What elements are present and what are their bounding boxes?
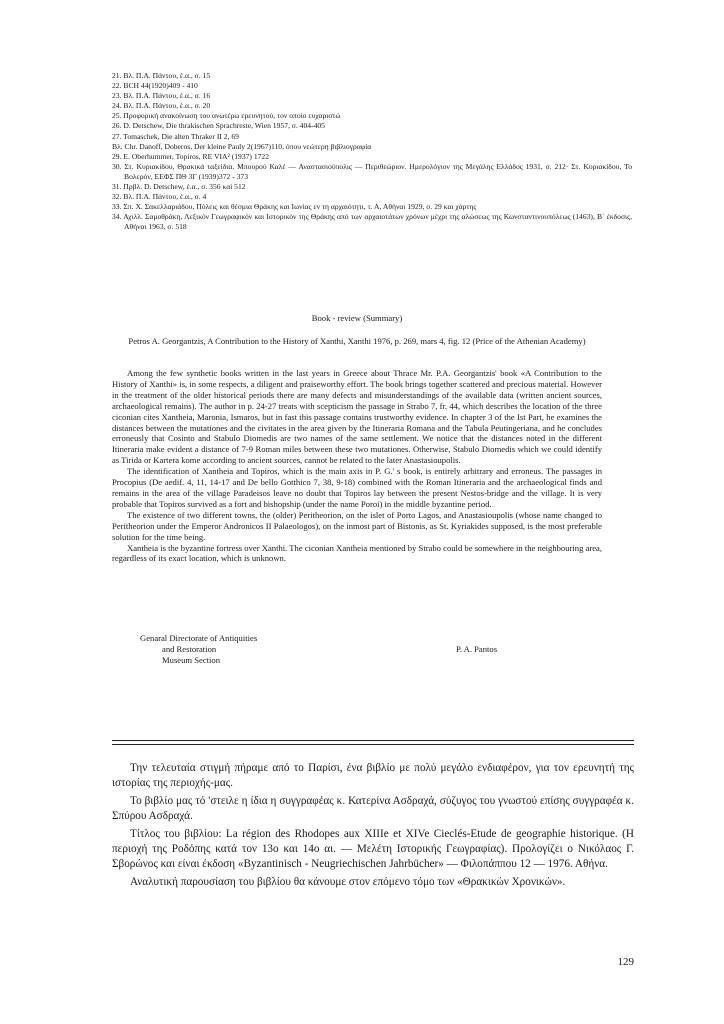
footnote: Βλ. Chr. Danoff, Doberos, Der kleine Pauly 2(1967)110, όπου νεώτερη βιβλιογραφία [112,141,372,151]
footnote: 25. Προφορική ανακοίνωση του ανωτέρω ερευνητού, τον οποίο ευχαριστώ [112,111,341,121]
review-paragraph: Xantheia is the byzantine fortress over Xanthi. The ciconian Xantheia mentioned by Strabo could be somewhere in the neighbouring area, regardless of its exact location, which is unknown. [112,542,602,564]
review-body [112,368,602,564]
footnote: 24. Βλ. Π.Α. Πάντου, ἑ.α., σ. 20 [112,101,211,111]
footnote: 27. Tomaschek, Die alten Thraker II 2, 69 [112,131,239,141]
affiliation-line: Museum Section [162,655,221,665]
announcement-paragraph: Αναλυτική παρουσίαση του βιβλίου θα κάνουμε στον επόμενο τόμο των «Θρακικών Χρονικών». [130,875,566,888]
affiliation-line: and Restoration [162,644,217,654]
footnote: 23. Βλ. Π.Α. Πάντου, ἑ.α., σ. 16 [112,91,211,101]
footnote: 31. Πρβλ. D. Detschew, ἑ.α., σ. 356 καὶ 512 [112,182,246,192]
announcement-paragraph: Την τελευταία στιγμή πήραμε από το Παρίσι, ένα βιβλίο με πολύ μεγάλο ενδιαφέρον, για τον ερευνητή της ιστορίας της περιοχής-μας. [112,762,634,790]
book-announcement [112,761,634,892]
review-paragraph: Among the few synthetic books written in the last years in Greece about Thrace Mr. P.A. Georgantzis' book «A Contribution to the History of Xanthi» is, in some respects, a diligent and praiseworthy effort. The book brings together scattered and precious material. However in the treatment of the older historical periods there are many defects and misunderstandings of the available data (written ancient sources, archaeological remains). The author in p. 24-27 treats with scepticism the passage in Strabo 7, fr. 44, which describes the location of the three ciconian cites Xantheia, Maronia, Ismaros, but in fast this passage contains trustworthy evidence. In chapter 3 of the Ist Part, he examines the distances between the mutationes and the civitates in the area given by the Itineraria Romana and the Tabula Peutingeriana, and he concludes erroneusly that Cosinto and Stabulo Diomedis are two names of the same settlement. We notice that the distances noted in the different Itineraria make evident a distance of 7-9 Roman miles between these two mutationes. Otherwise, Stabulo Diomedis which we could identify as Tirida or Kartera kome according to ancient sources, cannot be related to the later Anastasioupolis. [112,368,602,466]
footnote: 32. Βλ. Π.Α. Πάντου, ἑ.α., σ. 4 [112,192,207,202]
announcement-paragraph: Τίτλος του βιβλίου: La région des Rhodopes aux XIIIe et XIVe Cieclés-Etude de geographie historique. (Η περιοχή της Ροδόπης κατά τον 13ο και 14ο αι. — Μελέτη Ιστορικής Γεωγραφίας). Προλογίζει ο Νικόλαος Γ. Σβορώνος και είναι έκδοση «Byzantinisch - Neugriechischen Jahrbücher» — Φιλοπάππου 12 — 1976. Αθήνα. [112,827,634,871]
signature-author: P. A. Pantos [456,644,498,654]
footnote: 21. Βλ. Π.Α. Πάντου, ἑ.α., σ. 15 [112,71,211,80]
footnote: 30. Στ. Κυριακίδου, Θρακικά ταξείδια. Μπουρού Καλέ — Αναστασιούπολις — Περιθεώριον. Ημερολόγιον της Μεγάλης Ελλάδος 1931, σ. 212· Στ. Κυριακίδου, Το Βολερόν, ΕΕΦΣ ΠΘ 3Γ (1939)372 - 373 [112,161,632,181]
affiliation-line: Genaral Directorate of Antiquities [140,633,258,643]
page-number: 129 [617,956,634,968]
signature-affiliation [140,633,257,666]
footnotes [112,71,632,233]
review-paragraph: The existence of two different towns, the (older) Peritheorion, on the islet of Porto Lagos, and Anastasioupolis (whose name changed to Peritheorion under the Emperor Andronicos II Palaeologos), on the inmost part of Bistonis, as St. Kyriakides supposed, is the most preferable solution for the time being. [112,509,602,542]
footnote: 26. D. Detschew, Die thrakischen Sprachreste, Wien 1957, σ. 404-405 [112,121,325,131]
review-heading: Book - review (Summary) [311,313,403,323]
review-paragraph: The identification of Xantheia and Topiros, which is the main axis in P. G.' s book, is entirely arbitrary and erroneus. The passages in Procopius (De aedif. 4, 11, 14-17 and De bello Gotthico 7, 38, 9-18) combined with the Roman Itineraria and the archaeological finds and remains in the area of the village Paradeisos leave no doubt that Topiros lay between the present Nestos-bridge and the village. It is very probable that Topiros survived as a fort and bishopship (under the name Poroi) in the middle byzantine period. [112,466,602,509]
announcement-paragraph: Το βιβλίο μας τό 'στειλε η ίδια η συγγραφέας κ. Κατερίνα Ασδραχά, σύζυγος του γνωστού επίσης συγγραφέα κ. Σπύρου Ασδραχά. [112,794,634,823]
divider-rule [112,740,634,741]
divider-rule [112,744,634,745]
footnote: 29. E. Oberhummer, Topiros, RE VIA² (1937) 1722 [112,151,270,161]
footnote: 34. Αχιλλ. Σαμοθράκη, Λεξικόν Γεωγραφικόν και Ιστορικόν της Θράκης από των αρχαιοτάτων χρόνων μέχρι της αλώσεως της Κωνσταντινουπόλεως (1463), Β΄ έκδοσις, Αθήναι 1963, σ. 518 [112,212,632,232]
footnote: 33. Σπ. Χ. Σακελλαριάδου, Πόλεις και θέσμια Θράκης και Ιωνίας εν τη αρχαιότητι, τ. Α, Αθήναι 1929, σ. 29 και χάρτης [112,202,477,212]
footnote: 22. BCH 44(1920)409 - 410 [112,81,198,91]
review-citation: Petros A. Georgantzis, A Contribution to the History of Xanthi, Xanthi 1976, p. 269, mars 4, fig. 12 (Price of the Athenian Academy) [128,336,586,346]
